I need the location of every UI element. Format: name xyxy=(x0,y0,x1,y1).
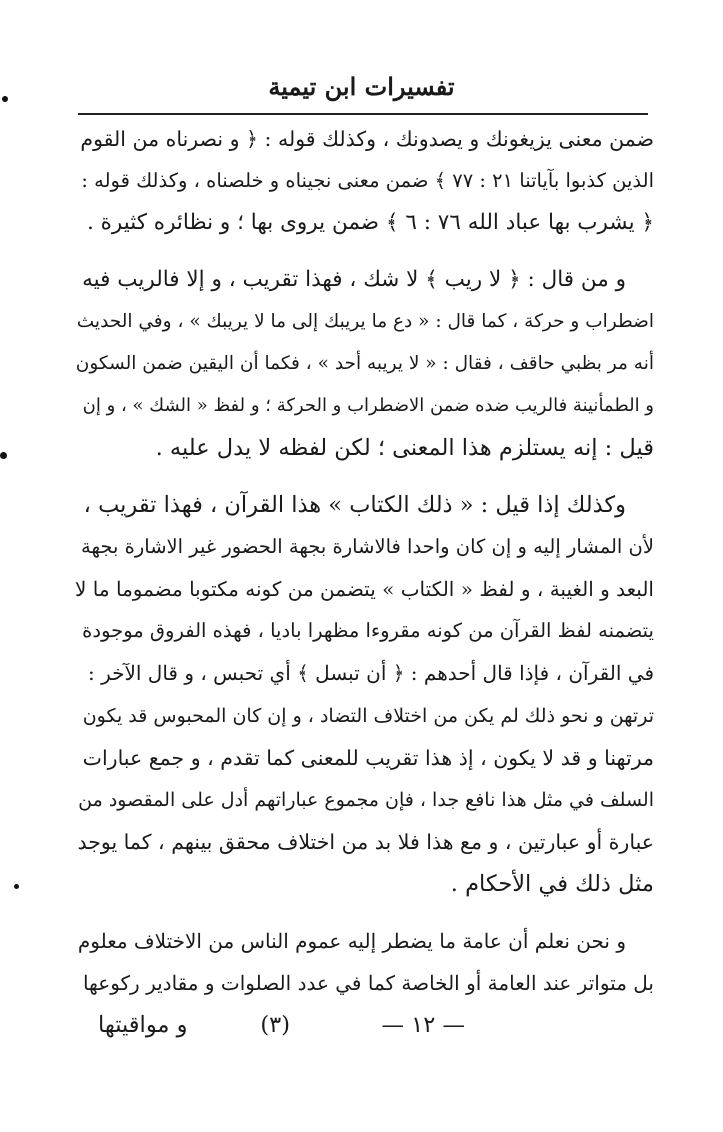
text-line: عبارة أو عبارتين ، و مع هذا فلا بد من اختلاف محقق بينهم ، كما يوجد xyxy=(77,830,654,855)
text-line: البعد و الغيبة ، و لفظ « الكتاب » يتضمن من كونه مكتوبا مضموما ما لا xyxy=(75,577,654,602)
scan-speck xyxy=(14,884,19,889)
text-line: و من قال : ﴿ لا ريب ﴾ لا شك ، فهذا تقريب ، و إلا فالريب فيه xyxy=(82,266,626,292)
paragraph xyxy=(74,259,654,470)
catchword: و مواقيتها xyxy=(98,1012,188,1038)
paragraph xyxy=(74,118,654,245)
text-line: الذين كذبوا بآياتنا ٢١ : ٧٧ ﴾ ضمن معنى نجيناه و خلصناه ، وكذلك قوله : xyxy=(81,169,654,193)
text-line: بل متواتر عند العامة أو الخاصة كما في عدد الصلوات و مقادير ركوعها xyxy=(82,970,654,995)
text-line: السلف في مثل هذا نافع جدا ، فإن مجموع عباراتهم أدل على المقصود من xyxy=(78,789,654,812)
paragraph xyxy=(74,484,654,906)
text-line: ضمن معنى يزيغونك و يصدونك ، وكذلك قوله : ﴿ و نصرناه من القوم xyxy=(80,127,654,151)
paragraph xyxy=(74,920,654,1004)
text-line: يتضمنه لفظ القرآن من كونه مقروءا مظهرا باديا ، فهذه الفروق موجودة xyxy=(82,619,654,643)
text-line: ترتهن و نحو ذلك لم يكن من اختلاف التضاد ، و إن كان المحبوس قد يكون xyxy=(82,704,654,727)
text-line: و نحن نعلم أن عامة ما يضطر إليه عموم الناس من الاختلاف معلوم xyxy=(77,928,626,953)
text-line: مرتهنا و قد لا يكون ، إذ هذا تقريب للمعنى كما تقدم ، و جمع عبارات xyxy=(82,745,654,770)
page-body xyxy=(74,118,654,1004)
header-rule xyxy=(78,113,648,115)
text-line: لأن المشار إليه و إن كان واحدا فالاشارة بجهة الحضور غير الاشارة بجهة xyxy=(80,534,654,558)
scan-speck xyxy=(0,452,7,459)
text-line: ﴿ يشرب بها عباد الله ٧٦ : ٦ ﴾ ضمن يروى بها ؛ و نظائره كثيرة . xyxy=(86,210,654,236)
text-line: مثل ذلك في الأحكام . xyxy=(450,871,654,898)
running-title: تفسيرات ابن تيمية xyxy=(268,72,455,101)
text-line: أنه مر بظبي حاقف ، فقال : « لا يريبه أحد » ، فكما أن اليقين ضمن السكون xyxy=(75,353,654,375)
page-number: — ١٢ — xyxy=(381,1012,465,1038)
page-footer xyxy=(70,1012,670,1052)
text-line: وكذلك إذا قيل : « ذلك الكتاب » هذا القرآن ، فهذا تقريب ، xyxy=(83,491,626,518)
text-line: و الطمأنينة فالريب ضده ضمن الاضطراب و الحركة ؛ و لفظ « الشك » ، و إن xyxy=(82,395,654,417)
signature-mark: (٣) xyxy=(260,1012,290,1038)
text-line: في القرآن ، فإذا قال أحدهم : ﴿ أن تبسل ﴾ أي تحبس ، و قال الآخر : xyxy=(87,661,654,686)
text-line: اضطراب و حركة ، كما قال : « دع ما يريبك إلى ما لا يريبك » ، وفي الحديث xyxy=(76,310,654,332)
text-line: قيل : إنه يستلزم هذا المعنى ؛ لكن لفظه لا يدل عليه . xyxy=(155,435,654,462)
